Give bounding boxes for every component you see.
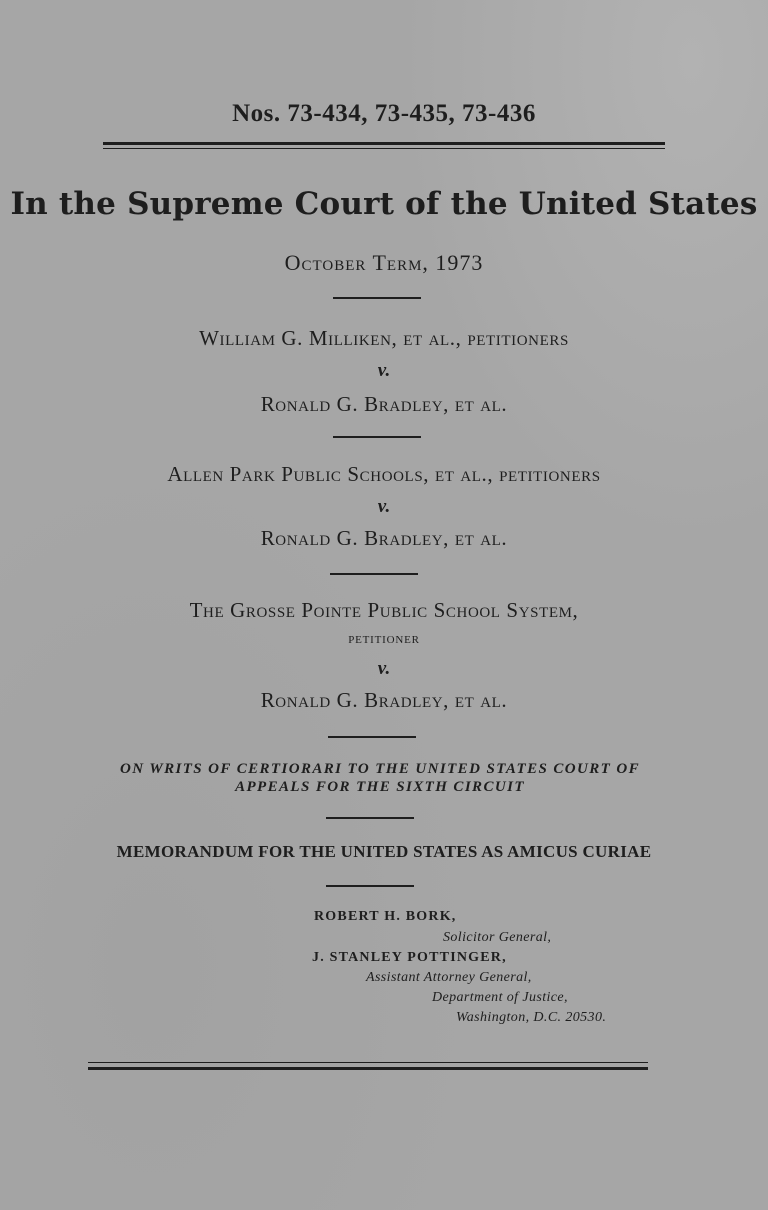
case-numbers: Nos. 73-434, 73-435, 73-436	[232, 100, 536, 127]
case-2-petitioner: Allen Park Public Schools, et al., petitioners	[167, 462, 601, 486]
address: Washington, D.C. 20530.	[456, 1010, 607, 1025]
case-3-petitioner-suffix: petitioner	[348, 630, 420, 647]
case-1-petitioner: William G. Milliken, et al., petitioners	[199, 326, 569, 350]
signatory-1-name: ROBERT H. BORK,	[314, 909, 457, 924]
signatory-1-title: Solicitor General,	[443, 930, 552, 945]
signatory-2-name: J. STANLEY POTTINGER,	[312, 950, 507, 965]
case-1-respondent: Ronald G. Bradley, et al.	[260, 392, 508, 416]
bottom-double-rule	[88, 1062, 648, 1070]
department: Department of Justice,	[432, 990, 568, 1005]
writs-text	[80, 760, 680, 796]
case-2-respondent: Ronald G. Bradley, et al.	[260, 526, 508, 550]
top-double-rule	[103, 142, 665, 149]
case-3-respondent: Ronald G. Bradley, et al.	[260, 688, 508, 712]
signatory-2-title: Assistant Attorney General,	[366, 970, 532, 985]
divider-rule	[326, 885, 414, 887]
divider-rule	[333, 436, 421, 438]
case-2-versus: v.	[377, 496, 391, 517]
case-1-versus: v.	[377, 360, 391, 381]
writs-line-2: APPEALS FOR THE SIXTH CIRCUIT	[235, 779, 525, 795]
writs-line-1: ON WRITS OF CERTIORARI TO THE UNITED STATES COURT OF	[120, 761, 640, 777]
divider-rule	[326, 817, 414, 819]
case-3-petitioner: The Grosse Pointe Public School System,	[189, 598, 579, 622]
memorandum-title: MEMORANDUM FOR THE UNITED STATES AS AMICUS CURIAE	[116, 842, 652, 861]
court-title: In the Supreme Court of the United States	[10, 186, 758, 222]
divider-rule	[328, 736, 416, 738]
term: October Term, 1973	[284, 250, 484, 275]
divider-rule	[330, 573, 418, 575]
case-3-versus: v.	[377, 658, 391, 679]
divider-rule	[333, 297, 421, 299]
